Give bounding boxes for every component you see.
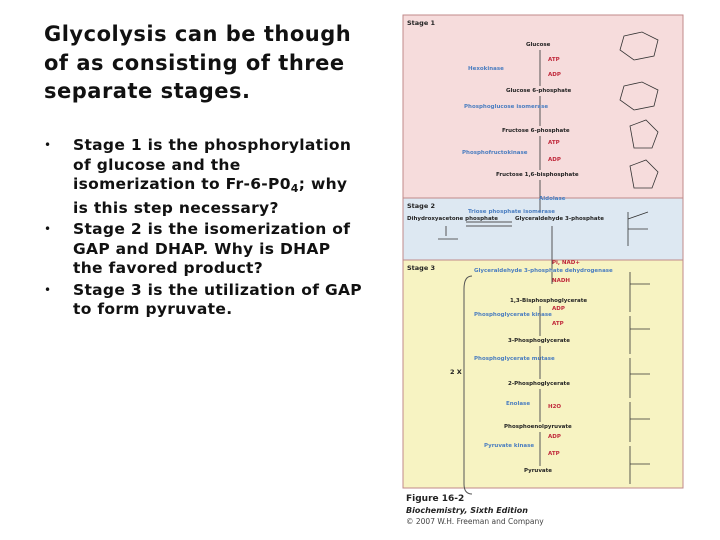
- cofactor-label: ADP: [552, 306, 565, 312]
- enzyme-label: Phosphoglycerate kinase: [474, 312, 552, 318]
- cofactor-label: ATP: [548, 451, 560, 457]
- metabolite-label: Phosphoenolpyruvate: [504, 424, 572, 430]
- bullet-subscript: 4: [290, 182, 299, 195]
- enzyme-label: Pyruvate kinase: [484, 443, 535, 449]
- metabolite-label: 3-Phosphoglycerate: [508, 338, 570, 344]
- bullet-text: Stage 1 is the phosphorylation of glucose and the isomerization to Fr-6-P0: [73, 136, 352, 193]
- cofactor-label: ATP: [548, 57, 560, 63]
- bullet-text: Stage 3 is the utilization of GAP to form pyruvate.: [73, 280, 362, 318]
- cofactor-label: ADP: [548, 157, 561, 163]
- enzyme-label: Glyceraldehyde 3-phosphate dehydrogenase: [474, 268, 613, 274]
- cofactor-label: H2O: [548, 404, 562, 410]
- enzyme-label: Phosphofructokinase: [462, 150, 528, 156]
- metabolite-label: Glucose: [526, 42, 551, 48]
- bullet-item: [44, 136, 364, 218]
- metabolite-label: 1,3-Bisphosphoglycerate: [510, 298, 588, 304]
- slide-title: Glycolysis can be though of as consisting of three separate stages.: [44, 22, 352, 103]
- enzyme-label: Triose phosphate isomerase: [468, 209, 556, 215]
- figure-copyright: © 2007 W.H. Freeman and Company: [406, 517, 544, 526]
- stage-label: Stage 1: [407, 19, 436, 27]
- enzyme-label: Phosphoglucose isomerase: [464, 104, 549, 110]
- cofactor-label: Pi, NAD+: [552, 260, 580, 266]
- cofactor-label: NADH: [552, 278, 571, 284]
- bullet-dot: •: [44, 282, 52, 297]
- bullet-dot: •: [44, 138, 52, 152]
- figure-caption: Figure 16-2: [406, 494, 465, 504]
- metabolite-label: Dihydroxyacetone phosphate: [407, 216, 499, 222]
- metabolite-label: Fructose 1,6-bisphosphate: [496, 172, 579, 178]
- cofactor-label: ADP: [548, 72, 561, 78]
- metabolite-label: Glucose 6-phosphate: [506, 88, 572, 94]
- bullet-list: [44, 136, 364, 322]
- cofactor-label: ATP: [548, 140, 560, 146]
- metabolite-label: 2-Phosphoglycerate: [508, 381, 570, 387]
- figure-source: Biochemistry, Sixth Edition: [406, 506, 528, 515]
- metabolite-label: Pyruvate: [524, 468, 553, 474]
- bullet-dot: •: [44, 222, 52, 236]
- enzyme-label: Aldolase: [539, 196, 566, 202]
- enzyme-label: Enolase: [506, 401, 531, 407]
- glycolysis-figure: [402, 14, 684, 534]
- multiplier-label: 2 X: [450, 368, 462, 376]
- cofactor-label: ADP: [548, 434, 561, 440]
- stage-label: Stage 2: [407, 202, 436, 210]
- stage-label: Stage 3: [407, 264, 436, 272]
- metabolite-label: Fructose 6-phosphate: [502, 128, 570, 134]
- bullet-text: Stage 2 is the isomerization of GAP and DHAP. Why is DHAP the favored product?: [73, 220, 351, 277]
- cofactor-label: ATP: [552, 321, 564, 327]
- enzyme-label: Hexokinase: [468, 66, 504, 72]
- enzyme-label: Phosphoglycerate mutase: [474, 356, 555, 362]
- bullet-item: [44, 281, 364, 320]
- bullet-text-tail: ; why is this step necessary?: [73, 175, 348, 217]
- metabolite-label: Glyceraldehyde 3-phosphate: [515, 216, 604, 222]
- bullet-item: [44, 220, 364, 279]
